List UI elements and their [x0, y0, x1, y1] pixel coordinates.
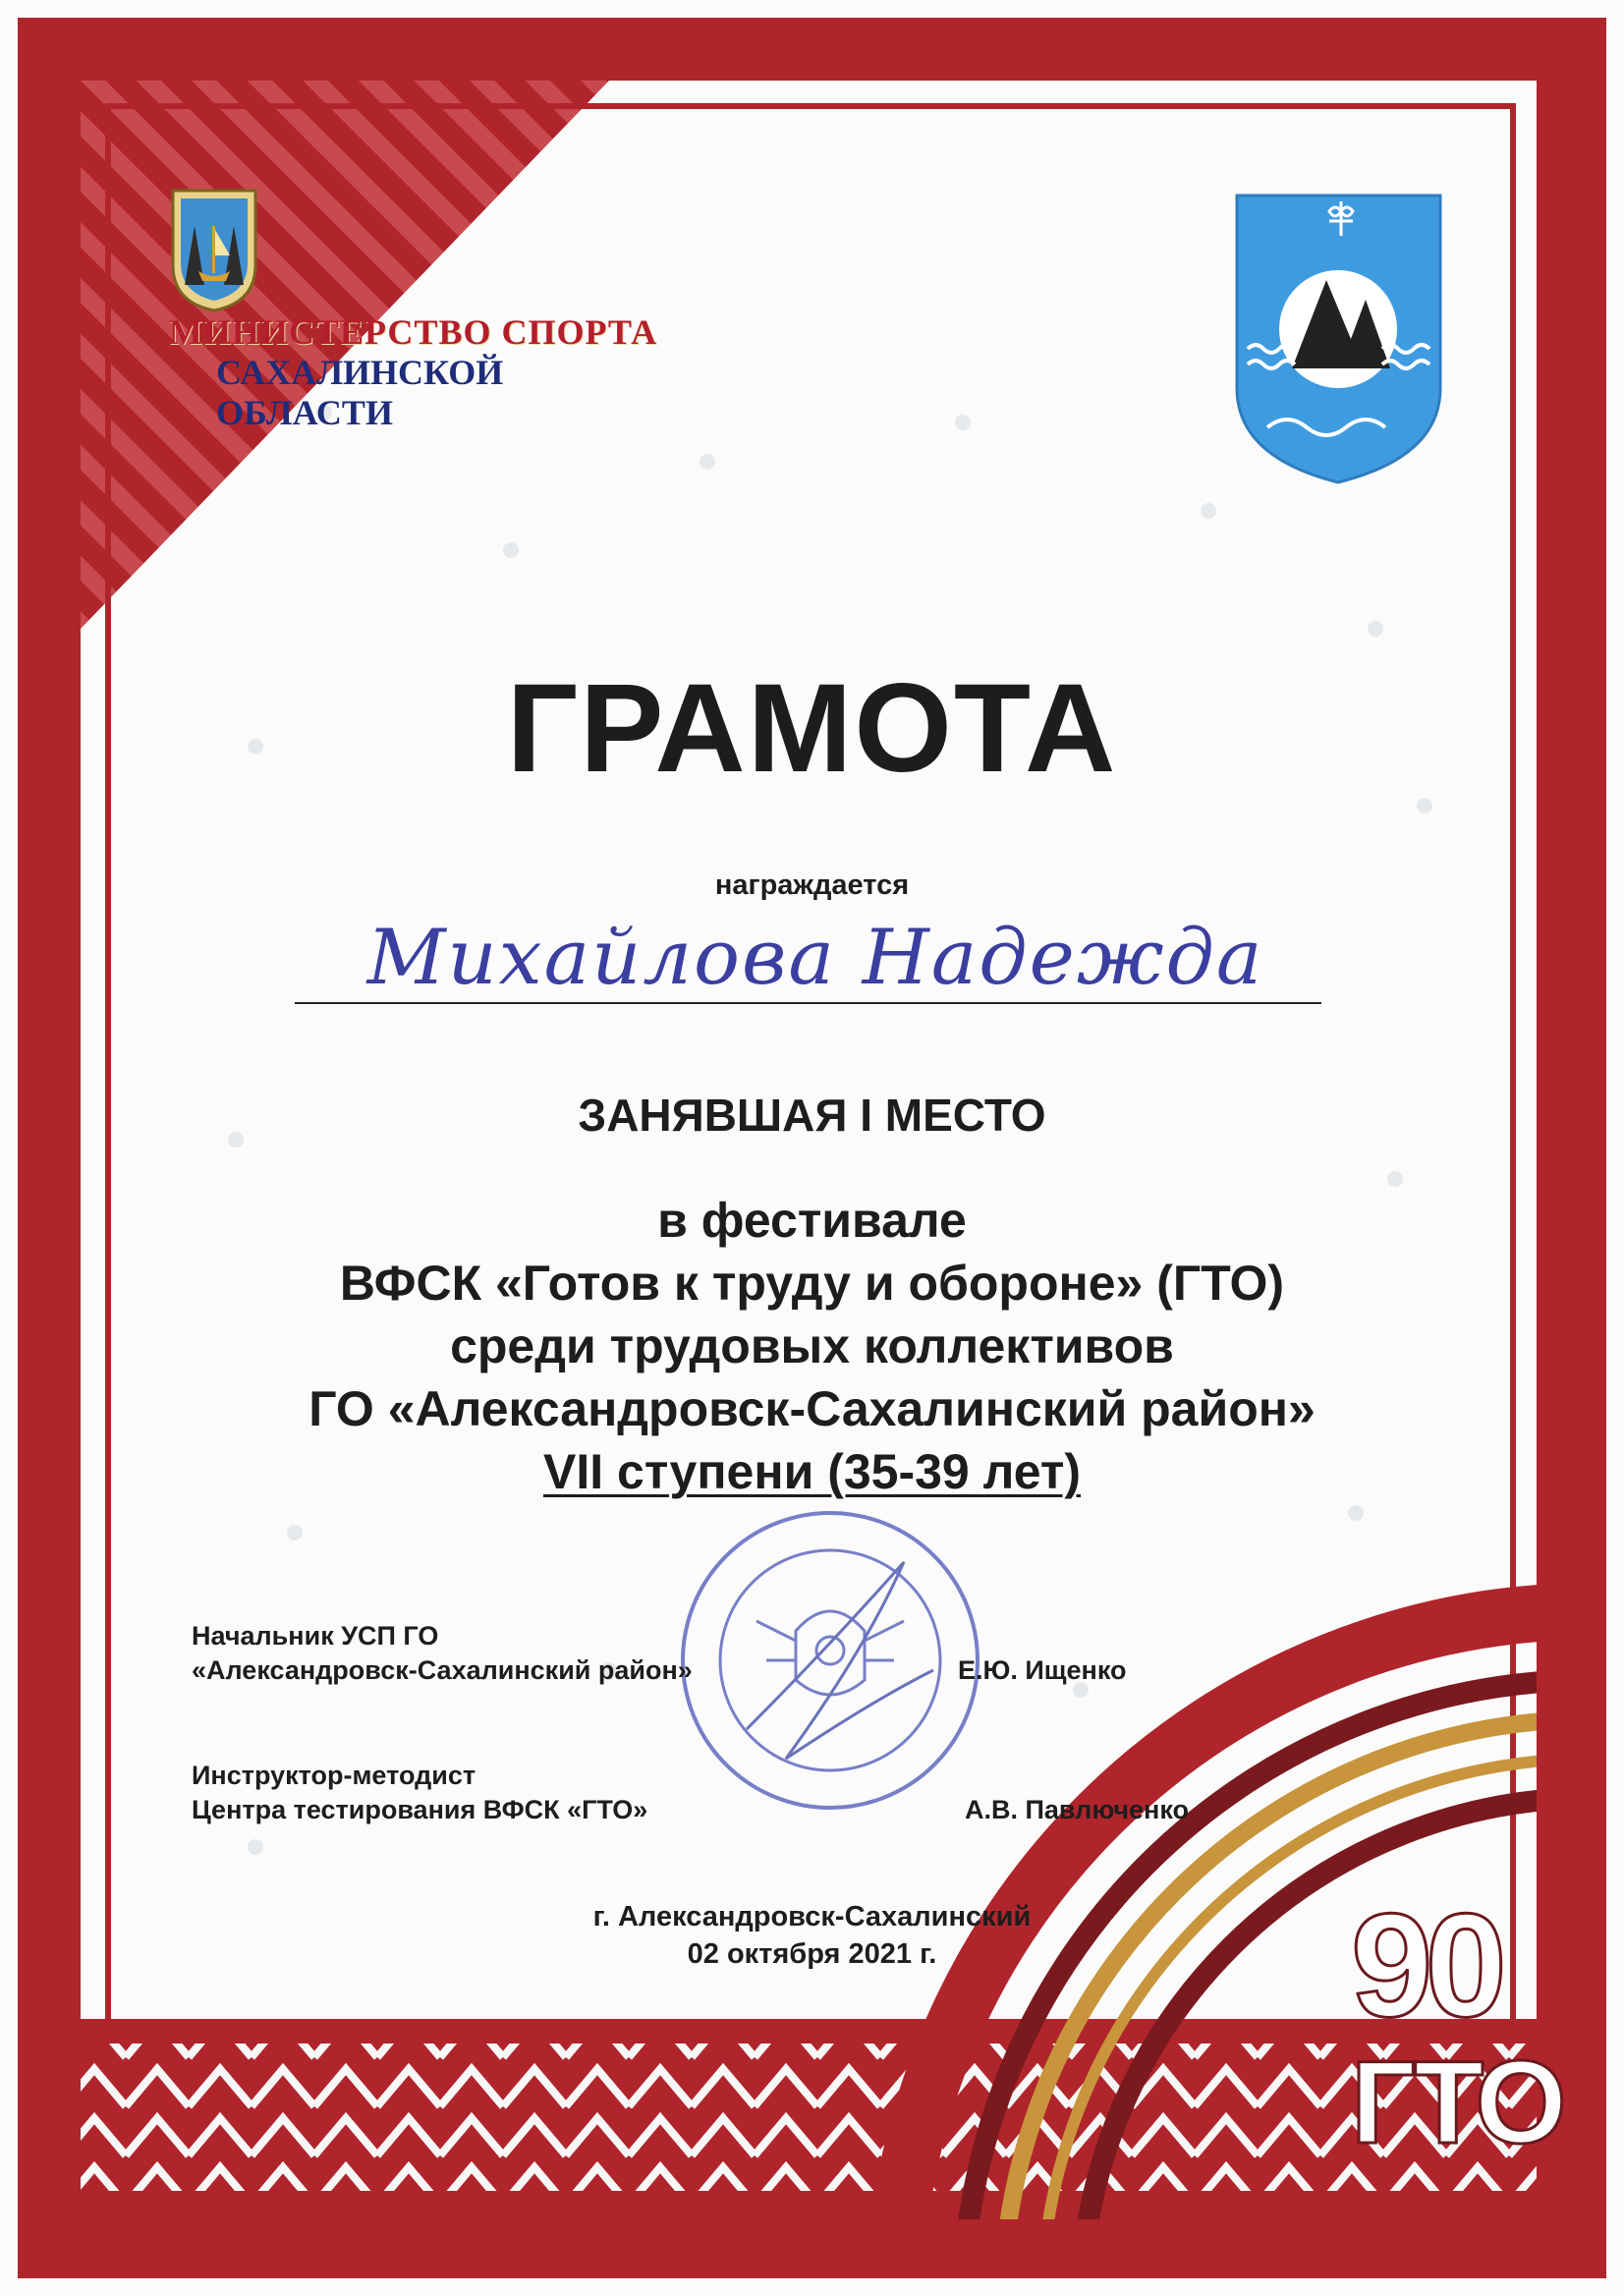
festival-line-4: ГО «Александровск-Сахалинский район»	[308, 1381, 1316, 1436]
signatory-1-name: Е.Ю. Ищенко	[958, 1655, 1127, 1685]
certificate-title: ГРАМОТА	[506, 658, 1118, 799]
festival-description	[0, 1189, 1624, 1503]
signatory-1-position	[192, 1619, 693, 1688]
ministry-line-2: САХАЛИНСКОЙ	[216, 353, 504, 392]
ministry-line-3: ОБЛАСТИ	[216, 393, 393, 432]
gto-90-badge	[1351, 1882, 1561, 2168]
alexandrovsk-coat-of-arms-icon	[1233, 192, 1444, 486]
footer-date: 02 октября 2021 г.	[687, 1938, 937, 1970]
gto-90-abbr: ГТО	[1351, 2037, 1561, 2168]
signatory-2-name: А.В. Павлюченко	[965, 1795, 1189, 1824]
signatory-2-position-line-2: Центра тестирования ВФСК «ГТО»	[192, 1795, 648, 1824]
name-underline	[295, 1002, 1321, 1004]
festival-line-1: в фестивале	[657, 1193, 967, 1248]
festival-line-5: VII ступени (35-39 лет)	[542, 1444, 1082, 1499]
signatory-2-position-line-1: Инструктор-методист	[192, 1761, 476, 1790]
place-text: ЗАНЯВШАЯ I МЕСТО	[578, 1090, 1046, 1141]
festival-line-2: ВФСК «Готов к труду и обороне» (ГТО)	[339, 1256, 1285, 1311]
footer-city: г. Александровск-Сахалинский	[592, 1901, 1032, 1932]
festival-line-3: среди трудовых коллективов	[450, 1318, 1174, 1373]
signatory-1-position-line-1: Начальник УСП ГО	[192, 1621, 439, 1651]
awarded-label: награждается	[714, 869, 910, 901]
gto-90-number: 90	[1351, 1882, 1499, 2047]
ministry-logo-text	[169, 312, 657, 433]
sakhalin-coat-of-arms-icon	[169, 187, 259, 314]
signatory-2-position	[192, 1759, 647, 1827]
recipient-name: Михайлова Надежда	[366, 914, 1264, 1002]
signatory-1-position-line-2: «Александровск-Сахалинский район»	[192, 1655, 693, 1685]
ministry-line-1: МИНИСТЕРСТВО СПОРТА	[169, 312, 658, 352]
